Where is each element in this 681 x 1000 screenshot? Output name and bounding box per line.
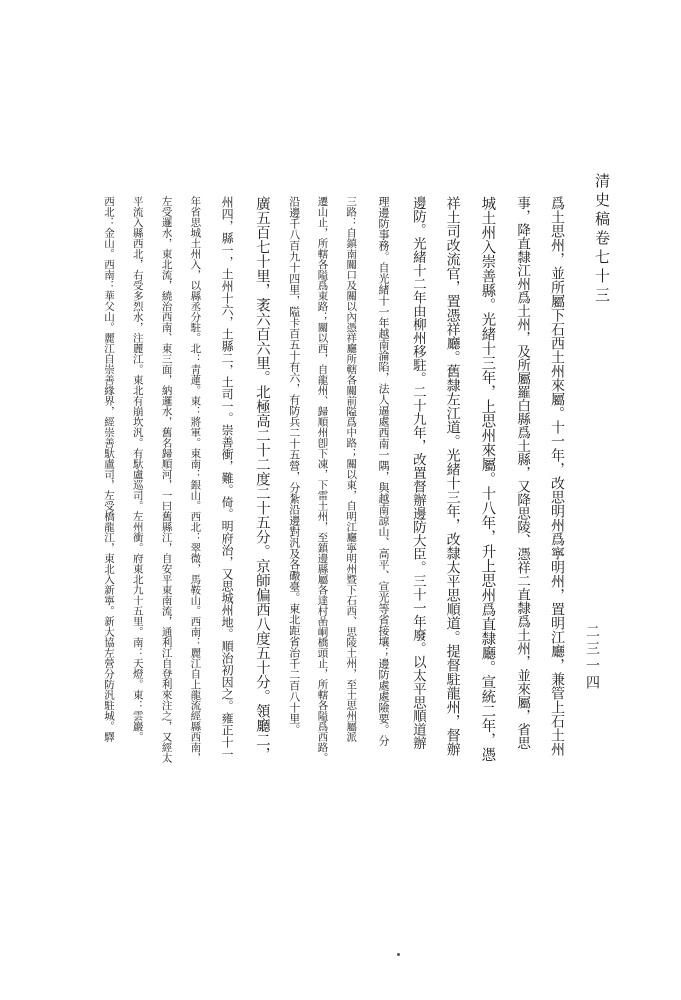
book-title: 清史稿卷七十三 <box>593 173 611 306</box>
text-body <box>100 196 569 766</box>
text-column: 城土州入崇善縣。光緒十三年，上思州來屬。十八年，升上思州爲直隸廳。宣統二年，憑 <box>479 196 496 762</box>
text-column: 邊防。光緒十二年由柳州移駐。二十九年，改置督辦邊防大臣。三十一年廢。以太平思順道辦 <box>409 196 426 750</box>
annotation-column: 西北：金山。西南：華父山。麗江自崇善緣界，經崇善馱盧司，左受橋龍江，東北入新寧。新大協左營分防汎駐城。驛 <box>103 196 115 742</box>
text-column: 理邊防事務。自光緒十一年越南淪陷，法人逼處西南一隅，與越南諒山、高平、宣光等省接壤；邊防處處險要。分 <box>377 196 391 746</box>
text-column: 祥土司改流官，置憑祥廳。舊隸左江道。光緒十三年，改隸太平思順道。提督駐龍州，督辦 <box>444 196 461 756</box>
annotation-column: 遷山止，所轄各隘爲東路；關以西，自龍州、歸順州卽下凍，下雷土州，至鎮邊縣屬各達村嵒峒橋頭止，所轄各隘爲西路。 <box>316 196 329 763</box>
text-column: 事，降直隸江州爲土州，及所屬羅白縣爲土縣，又降思陵、憑祥二直隸爲土州，並來屬，省思 <box>514 196 531 750</box>
page-number: 二三一四 <box>584 624 600 692</box>
text-column: 州四，縣一，土州十六，土縣二，土司一。崇善衝，難。倚。明府治，又思城州地。順治初因之。雍正十一 <box>220 196 235 760</box>
annotation-column: 平流入縣西北，右受多烈水，注麗江。東北有崩坎汎。有馱盧巡司。左州衝。府東北九十五里。南：天燈。東：雲巖。 <box>131 196 144 742</box>
annotation-column: 年省思城土州入，以縣丞分駐。北：靑蓮。東：將軍。東南：銀山。西北：翠微，馬鞍山。西南：麗江自上龍流經縣西南， <box>189 196 202 763</box>
ink-speck <box>397 953 400 956</box>
text-column: 爲土思州，並所屬下石西土州來屬。十一年，改思明州爲寧明州，置明江廳，兼管上石土州 <box>548 196 565 756</box>
text-column: 廣五百七十里，袤六百六里。北極高二十二度二十五分。京師偏西八度五十分。領廳二， <box>253 196 270 762</box>
annotation-column: 三路：自鎮南關口及關以內憑祥廳所轄各關前隘爲中路；關以東，自明江廳寧明州暨下石西、思陵土州，至土思州屬派 <box>345 196 358 742</box>
annotation-column: 左受邏水，東北流，繞治西南、東三面，納邏水，舊名歸順河，一曰舊縣江，自安平東南流，通利江自登利來注之，又經太 <box>160 196 173 763</box>
annotation-column: 沿邊千八百九十四里，隘卡百五十有六，有防兵二十五營，分紮沿邊對汎及各礮臺。東北距省治千二百八十里。 <box>287 196 301 735</box>
